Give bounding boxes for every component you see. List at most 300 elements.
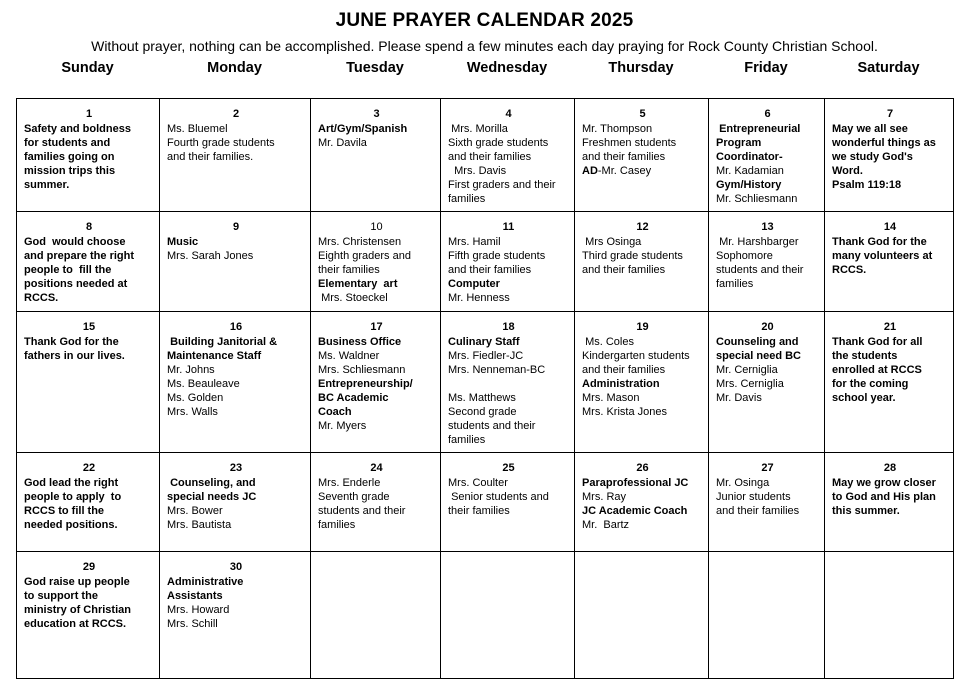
prayer-line xyxy=(582,518,703,532)
prayer-text: Paraprofessional JC xyxy=(582,477,689,489)
prayer-text: Program xyxy=(716,137,762,149)
prayer-text: Word. xyxy=(832,165,863,177)
prayer-text: Mrs. Davis xyxy=(448,165,507,177)
prayer-text: Thank God for the xyxy=(832,236,927,248)
day-cell xyxy=(709,453,825,552)
prayer-text: Mr. Kadamian xyxy=(716,165,784,177)
prayer-line xyxy=(167,136,305,150)
prayer-text: Mr. Schliesmann xyxy=(716,193,798,205)
prayer-line xyxy=(582,476,703,490)
prayer-text: fathers in our lives. xyxy=(24,350,125,362)
prayer-text: the students xyxy=(832,350,898,362)
prayer-line xyxy=(448,419,569,433)
prayer-line xyxy=(716,150,819,164)
prayer-text: to God and His plan xyxy=(832,491,936,503)
prayer-text: Mrs. Schliesmann xyxy=(318,364,406,376)
prayer-text: Mr. Davis xyxy=(716,392,762,404)
day-cell xyxy=(441,99,575,212)
prayer-line xyxy=(582,504,703,518)
prayer-line xyxy=(716,263,819,277)
prayer-line xyxy=(24,235,154,249)
prayer-line xyxy=(716,377,819,391)
prayer-line xyxy=(716,136,819,150)
prayer-line xyxy=(716,476,819,490)
day-cell xyxy=(160,552,311,679)
prayer-line xyxy=(448,363,569,377)
prayer-text: school year. xyxy=(832,392,896,404)
prayer-line xyxy=(24,617,154,631)
prayer-text: summer. xyxy=(24,179,70,191)
prayer-text: Entrepreneurship/ xyxy=(318,378,413,390)
prayer-text: Mrs. Hamil xyxy=(448,236,501,248)
prayer-line xyxy=(448,150,569,164)
day-number: 6 xyxy=(764,108,771,120)
prayer-text: God raise up people xyxy=(24,576,130,588)
prayer-line xyxy=(318,504,435,518)
prayer-line xyxy=(318,335,435,349)
prayer-line xyxy=(582,391,703,405)
prayer-line xyxy=(832,490,948,504)
day-cell xyxy=(17,99,160,212)
prayer-text: Coordinator- xyxy=(716,151,783,163)
prayer-line xyxy=(448,277,569,291)
prayer-text: May we grow closer xyxy=(832,477,936,489)
prayer-line xyxy=(448,235,569,249)
day-number: 25 xyxy=(502,462,515,474)
prayer-text: Eighth graders and xyxy=(318,250,411,262)
prayer-text: Mrs. Ray xyxy=(582,491,626,503)
prayer-text: Freshmen students xyxy=(582,137,677,149)
prayer-line xyxy=(448,377,569,391)
prayer-text: RCCS. xyxy=(24,292,59,304)
prayer-text: Computer xyxy=(448,278,500,290)
prayer-text: Counseling, and xyxy=(167,477,256,489)
prayer-line xyxy=(167,349,305,363)
prayer-line xyxy=(582,263,703,277)
prayer-text: Sixth grade students xyxy=(448,137,549,149)
day-cell xyxy=(441,312,575,453)
prayer-text: AD xyxy=(582,165,598,177)
prayer-text: Ms. Matthews xyxy=(448,392,516,404)
prayer-line xyxy=(582,150,703,164)
day-number: 26 xyxy=(636,462,649,474)
prayer-text: and their families xyxy=(582,151,666,163)
prayer-text: their families xyxy=(318,264,380,276)
prayer-line xyxy=(448,490,569,504)
empty-cell xyxy=(441,552,575,679)
day-number: 19 xyxy=(636,321,649,333)
prayer-text: Ms. Golden xyxy=(167,392,224,404)
prayer-text: First graders and their xyxy=(448,179,556,191)
prayer-text: Mrs. Enderle xyxy=(318,477,381,489)
prayer-line xyxy=(448,249,569,263)
day-cell xyxy=(311,212,441,312)
prayer-text: and their families xyxy=(448,151,532,163)
prayer-line xyxy=(24,291,154,305)
prayer-text: for students and xyxy=(24,137,111,149)
prayer-text: Business Office xyxy=(318,336,402,348)
day-number: 2 xyxy=(232,108,240,120)
prayer-text: Mr. Henness xyxy=(448,292,510,304)
prayer-line xyxy=(167,603,305,617)
prayer-line xyxy=(448,405,569,419)
prayer-line xyxy=(582,377,703,391)
prayer-text: Junior students xyxy=(716,491,791,503)
prayer-text: Music xyxy=(167,236,199,248)
page-title: JUNE PRAYER CALENDAR 2025 xyxy=(335,10,634,31)
prayer-line xyxy=(24,603,154,617)
prayer-line xyxy=(716,122,819,136)
prayer-text: students and their xyxy=(318,505,406,517)
prayer-line xyxy=(582,349,703,363)
day-cell xyxy=(709,312,825,453)
day-number: 5 xyxy=(639,108,646,120)
prayer-line xyxy=(318,349,435,363)
prayer-line xyxy=(448,263,569,277)
prayer-text: enrolled at RCCS xyxy=(832,364,922,376)
prayer-line xyxy=(832,391,948,405)
day-cell xyxy=(17,312,160,453)
prayer-text: Mrs. Bower xyxy=(167,505,223,517)
prayer-text: May we all see xyxy=(832,123,908,135)
prayer-text: Mr. Johns xyxy=(167,364,215,376)
prayer-line xyxy=(448,335,569,349)
prayer-line xyxy=(24,518,154,532)
prayer-text: Mrs. Cerniglia xyxy=(716,378,784,390)
prayer-text: and their families xyxy=(582,264,666,276)
prayer-text: ministry of Christian xyxy=(24,604,131,616)
week-row xyxy=(17,453,954,552)
prayer-text: their families xyxy=(448,505,510,517)
prayer-text: Mrs. Fiedler-JC xyxy=(448,350,524,362)
prayer-text: Administration xyxy=(582,378,660,390)
prayer-text: education at RCCS. xyxy=(24,618,127,630)
prayer-line xyxy=(832,476,948,490)
prayer-line xyxy=(24,263,154,277)
day-number: 8 xyxy=(85,221,93,233)
prayer-text: people to fill the xyxy=(24,264,112,276)
prayer-text: Thank God for all xyxy=(832,336,923,348)
prayer-text: students and their xyxy=(716,264,804,276)
prayer-line xyxy=(832,377,948,391)
day-cell xyxy=(575,312,709,453)
day-cell xyxy=(160,312,311,453)
prayer-text: this summer. xyxy=(832,505,900,517)
prayer-line xyxy=(318,363,435,377)
prayer-line xyxy=(318,405,435,419)
prayer-line xyxy=(832,363,948,377)
prayer-line xyxy=(167,405,305,419)
day-number: 1 xyxy=(85,108,93,120)
prayer-line xyxy=(832,335,948,349)
prayer-text: Senior students and xyxy=(448,491,549,503)
prayer-line xyxy=(167,476,305,490)
prayer-line xyxy=(448,136,569,150)
prayer-text: students and their xyxy=(448,420,536,432)
day-number: 21 xyxy=(883,321,897,333)
prayer-text: Mrs. Schill xyxy=(167,618,218,630)
prayer-line xyxy=(24,249,154,263)
prayer-line xyxy=(716,504,819,518)
prayer-line xyxy=(716,164,819,178)
prayer-line xyxy=(582,122,703,136)
prayer-text: Mrs. Krista Jones xyxy=(582,406,667,418)
day-cell xyxy=(825,453,954,552)
prayer-line xyxy=(24,490,154,504)
day-number: 17 xyxy=(370,321,383,333)
day-number: 23 xyxy=(229,462,243,474)
prayer-text: Ms. Coles xyxy=(582,336,634,348)
prayer-line xyxy=(716,192,819,206)
prayer-line xyxy=(24,589,154,603)
prayer-line xyxy=(448,349,569,363)
day-number: 16 xyxy=(229,321,243,333)
day-number: 27 xyxy=(761,462,774,474)
day-number: 10 xyxy=(370,221,383,233)
prayer-line xyxy=(832,235,948,249)
prayer-line xyxy=(167,335,305,349)
prayer-text: mission trips this xyxy=(24,165,116,177)
prayer-line xyxy=(24,335,154,349)
day-cell xyxy=(160,212,311,312)
prayer-line xyxy=(167,391,305,405)
prayer-text: Culinary Staff xyxy=(448,336,520,348)
prayer-text: God would choose xyxy=(24,236,126,248)
prayer-text: Mrs. Bautista xyxy=(167,519,232,531)
prayer-text: Mrs Osinga xyxy=(582,236,642,248)
week-row xyxy=(17,312,954,453)
day-number: 30 xyxy=(229,561,243,573)
prayer-text: Administrative xyxy=(167,576,244,588)
prayer-text: Entrepreneurial xyxy=(716,123,801,135)
day-cell xyxy=(160,99,311,212)
day-number: 13 xyxy=(761,221,774,233)
day-cell xyxy=(311,453,441,552)
day-number: 4 xyxy=(505,108,512,120)
prayer-line xyxy=(832,122,948,136)
prayer-line xyxy=(24,178,154,192)
day-header-monday: Monday xyxy=(207,60,262,76)
prayer-text: families xyxy=(318,519,356,531)
day-cell xyxy=(17,453,160,552)
day-cell xyxy=(160,453,311,552)
day-cell xyxy=(311,312,441,453)
prayer-line xyxy=(582,363,703,377)
day-cell xyxy=(709,99,825,212)
prayer-line xyxy=(24,277,154,291)
prayer-line xyxy=(167,518,305,532)
prayer-line xyxy=(318,391,435,405)
prayer-text: Safety and boldness xyxy=(24,123,131,135)
empty-cell xyxy=(709,552,825,679)
prayer-line xyxy=(318,235,435,249)
prayer-text: Mrs. Walls xyxy=(167,406,218,418)
prayer-line xyxy=(832,249,948,263)
prayer-line xyxy=(448,476,569,490)
prayer-line xyxy=(716,277,819,291)
prayer-line xyxy=(448,504,569,518)
prayer-line xyxy=(167,490,305,504)
prayer-line xyxy=(448,291,569,305)
prayer-line xyxy=(832,150,948,164)
prayer-line xyxy=(716,235,819,249)
prayer-text: Mr. Cerniglia xyxy=(716,364,778,376)
prayer-text: Maintenance Staff xyxy=(167,350,262,362)
prayer-text: and prepare the right xyxy=(24,250,135,262)
prayer-line xyxy=(582,235,703,249)
prayer-text: and their families. xyxy=(167,151,254,163)
prayer-text: Fifth grade students xyxy=(448,250,546,262)
prayer-line xyxy=(24,122,154,136)
prayer-line xyxy=(448,122,569,136)
prayer-text: wonderful things as xyxy=(832,137,936,149)
prayer-text: Second grade xyxy=(448,406,517,418)
prayer-text: Mrs. Howard xyxy=(167,604,230,616)
prayer-line xyxy=(24,504,154,518)
week-row xyxy=(17,552,954,679)
empty-cell xyxy=(575,552,709,679)
prayer-line xyxy=(832,178,948,192)
prayer-text: Mrs. Coulter xyxy=(448,477,508,489)
prayer-text-rest: -Mr. Casey xyxy=(597,165,652,177)
prayer-text: Mrs. Christensen xyxy=(318,236,402,248)
prayer-line xyxy=(716,490,819,504)
prayer-line xyxy=(582,490,703,504)
prayer-text: Assistants xyxy=(167,590,223,602)
prayer-line xyxy=(582,136,703,150)
prayer-line xyxy=(318,518,435,532)
prayer-text: Mr. Thompson xyxy=(582,123,653,135)
prayer-text: we study God's xyxy=(832,151,913,163)
day-number: 18 xyxy=(502,321,515,333)
prayer-text: BC Academic xyxy=(318,392,389,404)
week-row xyxy=(17,212,954,312)
day-header-thursday: Thursday xyxy=(608,60,674,76)
prayer-line xyxy=(716,178,819,192)
prayer-text: Mrs. Nenneman-BC xyxy=(448,364,546,376)
day-cell xyxy=(441,453,575,552)
prayer-line xyxy=(832,504,948,518)
prayer-text: Mr. Davila xyxy=(318,137,367,149)
prayer-text: Kindergarten students xyxy=(582,350,690,362)
prayer-line xyxy=(167,363,305,377)
prayer-line xyxy=(318,419,435,433)
prayer-line xyxy=(318,490,435,504)
prayer-text: RCCS. xyxy=(832,264,867,276)
prayer-text: Gym/History xyxy=(716,179,782,191)
prayer-line xyxy=(318,476,435,490)
page-subtitle: Without prayer, nothing can be accomplished. Please spend a few minutes each day praying for Rock County Christian School. xyxy=(91,38,878,54)
day-number: 9 xyxy=(232,221,240,233)
prayer-line xyxy=(24,349,154,363)
prayer-text: and their families xyxy=(448,264,532,276)
prayer-line xyxy=(24,164,154,178)
day-cell xyxy=(17,212,160,312)
prayer-line xyxy=(318,249,435,263)
day-cell xyxy=(441,212,575,312)
day-cell xyxy=(825,99,954,212)
day-cell xyxy=(575,453,709,552)
prayer-line xyxy=(448,178,569,192)
day-number: 22 xyxy=(82,462,96,474)
prayer-line xyxy=(318,136,435,150)
prayer-text: special need BC xyxy=(716,350,801,362)
prayer-text: families xyxy=(448,434,486,446)
day-cell xyxy=(17,552,160,679)
empty-cell xyxy=(311,552,441,679)
day-cell xyxy=(825,212,954,312)
prayer-text: Mr. Harshbarger xyxy=(716,236,799,248)
prayer-text: Coach xyxy=(318,406,352,418)
prayer-text: special needs JC xyxy=(167,491,257,503)
prayer-text: Sophomore xyxy=(716,250,773,262)
prayer-text: Art/Gym/Spanish xyxy=(318,123,408,135)
week-row xyxy=(17,99,954,212)
prayer-text: Third grade students xyxy=(582,250,683,262)
prayer-text: Fourth grade students xyxy=(167,137,275,149)
prayer-text: people to apply to xyxy=(24,491,122,503)
prayer-line xyxy=(716,335,819,349)
prayer-line xyxy=(716,249,819,263)
prayer-text: and their families xyxy=(582,364,666,376)
prayer-line xyxy=(832,263,948,277)
prayer-line xyxy=(448,192,569,206)
prayer-text: Mrs. Sarah Jones xyxy=(167,250,254,262)
prayer-line xyxy=(167,617,305,631)
prayer-text: Psalm 119:18 xyxy=(832,179,902,191)
day-header-wednesday: Wednesday xyxy=(466,60,548,76)
prayer-line xyxy=(167,249,305,263)
day-cell xyxy=(709,212,825,312)
prayer-text: Mrs. Mason xyxy=(582,392,640,404)
prayer-text: families xyxy=(716,278,754,290)
empty-cell xyxy=(825,552,954,679)
prayer-line xyxy=(24,476,154,490)
day-header-saturday: Saturday xyxy=(857,60,920,76)
prayer-line xyxy=(716,349,819,363)
day-cell xyxy=(575,212,709,312)
prayer-line xyxy=(832,136,948,150)
prayer-line xyxy=(448,164,569,178)
day-number: 29 xyxy=(82,561,96,573)
prayer-text: positions needed at xyxy=(24,278,128,290)
day-number: 15 xyxy=(82,321,96,333)
day-cell xyxy=(311,99,441,212)
prayer-text: needed positions. xyxy=(24,519,118,531)
prayer-text: Building Janitorial & xyxy=(167,336,278,348)
prayer-line xyxy=(582,249,703,263)
prayer-line xyxy=(318,277,435,291)
prayer-line xyxy=(716,363,819,377)
day-number: 14 xyxy=(883,221,897,233)
prayer-line xyxy=(167,235,305,249)
prayer-line xyxy=(318,377,435,391)
prayer-text: Mr. Myers xyxy=(318,420,367,432)
prayer-text: Seventh grade xyxy=(318,491,390,503)
day-header-tuesday: Tuesday xyxy=(346,60,404,76)
day-header-sunday: Sunday xyxy=(61,60,114,76)
prayer-line xyxy=(167,504,305,518)
day-number: 11 xyxy=(502,221,515,233)
prayer-text: JC Academic Coach xyxy=(582,505,688,517)
prayer-text: many volunteers at xyxy=(832,250,933,262)
prayer-text: families xyxy=(448,193,486,205)
prayer-line xyxy=(318,263,435,277)
prayer-text: and their families xyxy=(716,505,800,517)
prayer-text: to support the xyxy=(24,590,98,602)
prayer-line xyxy=(318,291,435,305)
prayer-text: Ms. Beauleave xyxy=(167,378,240,390)
